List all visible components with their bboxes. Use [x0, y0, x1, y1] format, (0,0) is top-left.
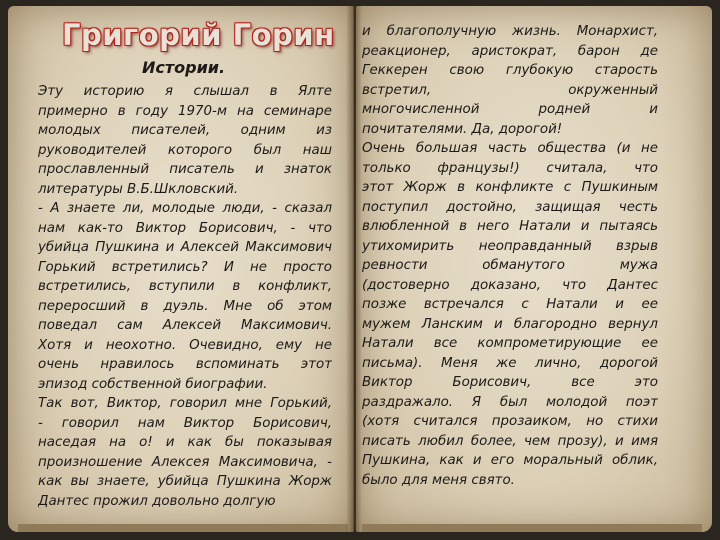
text-line: Геккерен свою глубокую старость	[362, 63, 658, 78]
text-line: Очень большая часть общества (и не	[362, 141, 658, 156]
text-line: прославленный писатель и знаток	[38, 162, 332, 177]
text-line: встретил, окруженный	[362, 82, 658, 98]
text-line: и благополучную жизнь. Монархист,	[362, 24, 658, 39]
text-line: молодых писателей, одним из	[38, 123, 332, 138]
text-line: позже встречался с Натали и ее	[362, 297, 658, 312]
text-line: переросший в дуэль. Мне об этом	[38, 298, 332, 314]
text-line: было для меня свято.	[362, 472, 515, 488]
text-line: - А знаете ли, молодые люди, - сказал	[38, 201, 332, 216]
text-line: Дантес прожил довольно долгую	[38, 493, 276, 509]
text-line: мужем Ланским и благородно вернул	[362, 316, 658, 332]
text-line: Пушкина, как и его моральный облик,	[362, 453, 658, 468]
right-page-edge	[362, 524, 702, 532]
book-spine	[346, 6, 362, 532]
story-title: Истории.	[142, 58, 226, 77]
text-line: поведал сам Алексей Максимович.	[38, 318, 332, 333]
text-line: (хотя считался прозаиком, но стихи	[362, 414, 658, 429]
text-line: только французы!) считала, что	[362, 160, 658, 176]
text-line: письма). Меня же лично, дорогой	[362, 355, 658, 371]
text-line: нам как-то Виктор Борисович, - что	[38, 220, 332, 236]
text-line: Натали все компрометирующие ее	[362, 336, 658, 351]
text-line: встретились, вступили в конфликт,	[38, 279, 332, 294]
text-line: литературы В.Б.Шкловский.	[38, 181, 239, 197]
author-name: Григорий Горин	[62, 18, 335, 52]
text-line: произношение Алексея Максимовича, -	[38, 454, 332, 470]
text-line: реакционер, аристократ, барон де	[362, 43, 658, 59]
text-line: писать любил более, чем прозу), и имя	[362, 433, 658, 449]
text-line: как вы знаете, убийца Пушкина Жорж	[38, 474, 332, 489]
text-line: Хотя и неохотно. Очевидно, ему не	[38, 337, 332, 353]
left-page-text	[38, 82, 332, 511]
text-line: ревности обманутого мужа	[362, 258, 658, 273]
text-line: Эту историю я слышал в Ялте	[38, 84, 332, 99]
text-line: руководителей которого был наш	[38, 142, 332, 158]
text-line: Виктор Борисович, все это	[362, 375, 658, 390]
text-line: этот Жорж в конфликте с Пушкиным	[362, 180, 658, 195]
text-line: утихомирить неоправданный взрыв	[362, 238, 658, 254]
text-line: поступил достойно, защищая честь	[362, 199, 658, 215]
text-line: примерно в году 1970-м на семинаре	[38, 103, 332, 119]
text-line: влюбленной в него Натали и пытаясь	[362, 219, 658, 234]
text-line: убийца Пушкина и Алексей Максимович	[38, 240, 332, 255]
text-line: (достоверно доказано, что Дантес	[362, 277, 658, 293]
text-line: наседая на о! и как бы показывая	[38, 435, 332, 450]
left-page-edge	[18, 524, 348, 532]
text-line: почитателями. Да, дорогой!	[362, 121, 563, 137]
text-line: - говорил нам Виктор Борисович,	[38, 415, 332, 431]
text-line: очень нравилось вспоминать этот	[38, 357, 332, 372]
text-line: раздражало. Я был молодой поэт	[362, 394, 658, 410]
text-line: эпизод собственной биографии.	[38, 376, 268, 392]
text-line: многочисленной родней и	[362, 102, 658, 117]
text-line: Так вот, Виктор, говорил мне Горький,	[38, 396, 332, 411]
right-page-text	[362, 22, 658, 490]
text-line: Горький встретились? И не просто	[38, 259, 332, 275]
